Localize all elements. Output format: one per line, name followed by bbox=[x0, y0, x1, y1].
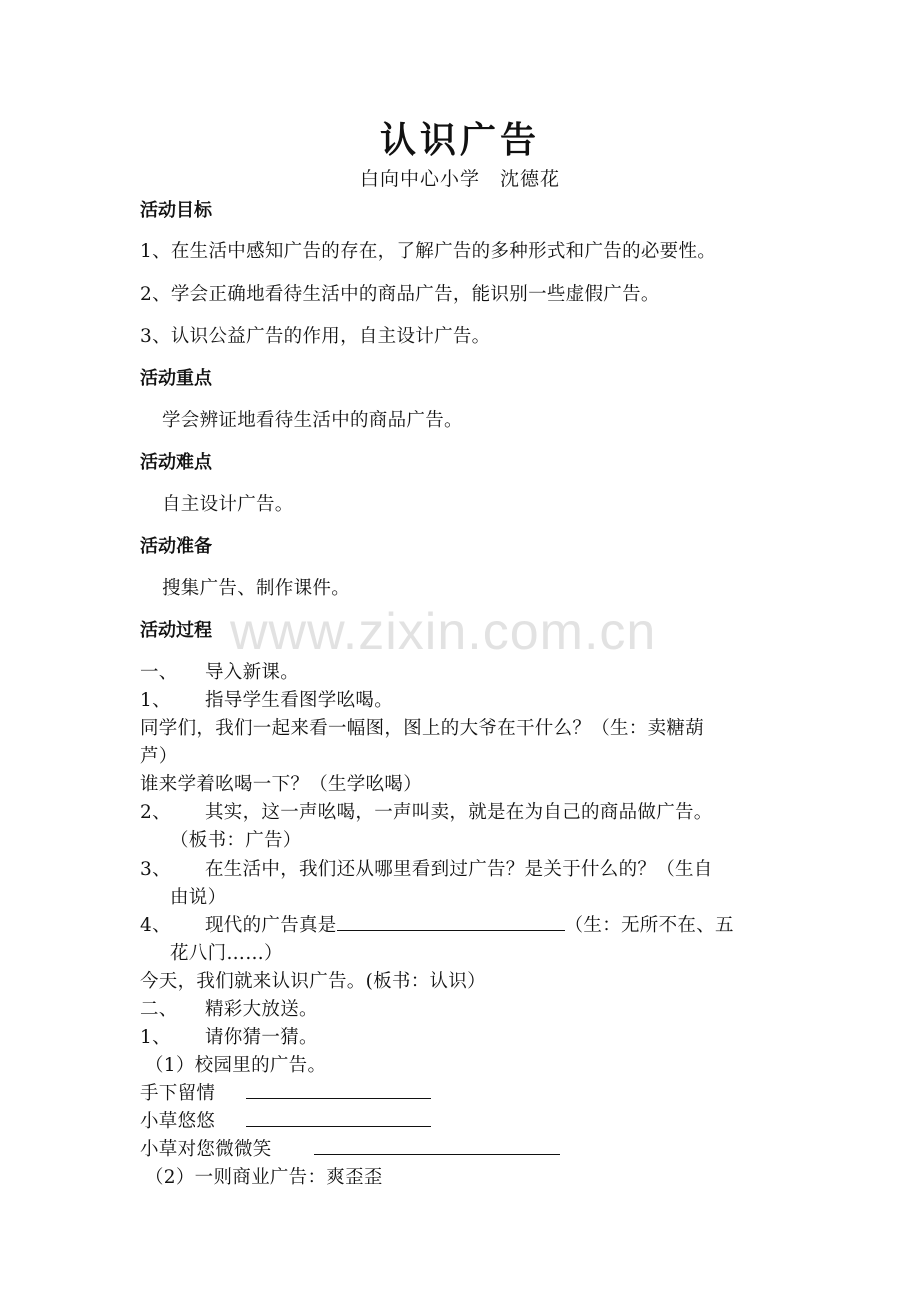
goals-heading: 活动目标 bbox=[140, 200, 212, 221]
step1-question-line1: 同学们，我们一起来看一幅图，图上的大爷在干什么？（生：卖糖葫 bbox=[140, 718, 705, 739]
step4-line1-a: 现代的广告真是 bbox=[205, 915, 337, 936]
page-title: 认识广告 bbox=[379, 119, 540, 161]
author-line: 白向中心小学 沈德花 bbox=[359, 168, 560, 190]
slogan-1-text: 手下留情 bbox=[140, 1083, 216, 1104]
step4-line1 bbox=[205, 911, 734, 937]
today-line: 今天，我们就来认识广告。(板书：认识） bbox=[140, 971, 486, 992]
step1-number: 1、 bbox=[140, 690, 171, 711]
goal-2: 2、学会正确地看待生活中的商品广告，能识别一些虚假广告。 bbox=[140, 284, 660, 305]
part1-number: 一、 bbox=[140, 662, 178, 683]
part2-step1-number: 1、 bbox=[140, 1027, 171, 1048]
part1-text: 导入新课。 bbox=[205, 662, 300, 683]
part2-number: 二、 bbox=[140, 999, 178, 1020]
sub-item-2: （2）一则商业广告：爽歪歪 bbox=[145, 1167, 383, 1188]
difficulty-text: 自主设计广告。 bbox=[162, 494, 294, 515]
slogan-3 bbox=[140, 1135, 272, 1161]
watermark: www.zixin.com.cn bbox=[230, 603, 657, 661]
slogan-2 bbox=[140, 1107, 215, 1133]
part2-text: 精彩大放送。 bbox=[205, 999, 318, 1020]
prep-text: 搜集广告、制作课件。 bbox=[162, 578, 351, 599]
key-heading: 活动重点 bbox=[140, 368, 212, 389]
slogan-3-blank bbox=[314, 1136, 560, 1155]
difficulty-heading: 活动难点 bbox=[140, 452, 212, 473]
fill-in-blank bbox=[337, 912, 565, 931]
slogan-1-blank bbox=[246, 1080, 431, 1099]
part2-step1-text: 请你猜一猜。 bbox=[205, 1027, 318, 1048]
step4-line1-b: （生：无所不在、五 bbox=[564, 915, 734, 936]
step1-question2: 谁来学着吆喝一下？（生学吆喝） bbox=[140, 774, 423, 795]
step1-text: 指导学生看图学吆喝。 bbox=[205, 690, 394, 711]
step2-line1: 其实，这一声吆喝，一声叫卖，就是在为自己的商品做广告。 bbox=[205, 802, 713, 823]
slogan-2-text: 小草悠悠 bbox=[140, 1111, 216, 1132]
step4-line2: 花八门……） bbox=[170, 943, 283, 964]
prep-heading: 活动准备 bbox=[140, 536, 212, 557]
sub-item-1: （1）校园里的广告。 bbox=[145, 1055, 327, 1076]
step3-number: 3、 bbox=[140, 859, 171, 880]
step1-question-line2: 芦） bbox=[140, 746, 178, 767]
step2-line2: （板书：广告） bbox=[170, 830, 302, 851]
step3-line1: 在生活中，我们还从哪里看到过广告？是关于什么的？（生自 bbox=[205, 859, 713, 880]
step3-line2: 由说） bbox=[170, 887, 227, 908]
key-text: 学会辨证地看待生活中的商品广告。 bbox=[162, 410, 463, 431]
step2-number: 2、 bbox=[140, 802, 171, 823]
process-heading: 活动过程 bbox=[140, 620, 212, 641]
goal-1: 1、在生活中感知广告的存在，了解广告的多种形式和广告的必要性。 bbox=[140, 241, 717, 262]
slogan-1 bbox=[140, 1079, 215, 1105]
slogan-2-blank bbox=[246, 1108, 431, 1127]
goal-3: 3、认识公益广告的作用，自主设计广告。 bbox=[140, 326, 491, 347]
slogan-3-text: 小草对您微微笑 bbox=[140, 1139, 272, 1160]
step4-number: 4、 bbox=[140, 915, 171, 936]
